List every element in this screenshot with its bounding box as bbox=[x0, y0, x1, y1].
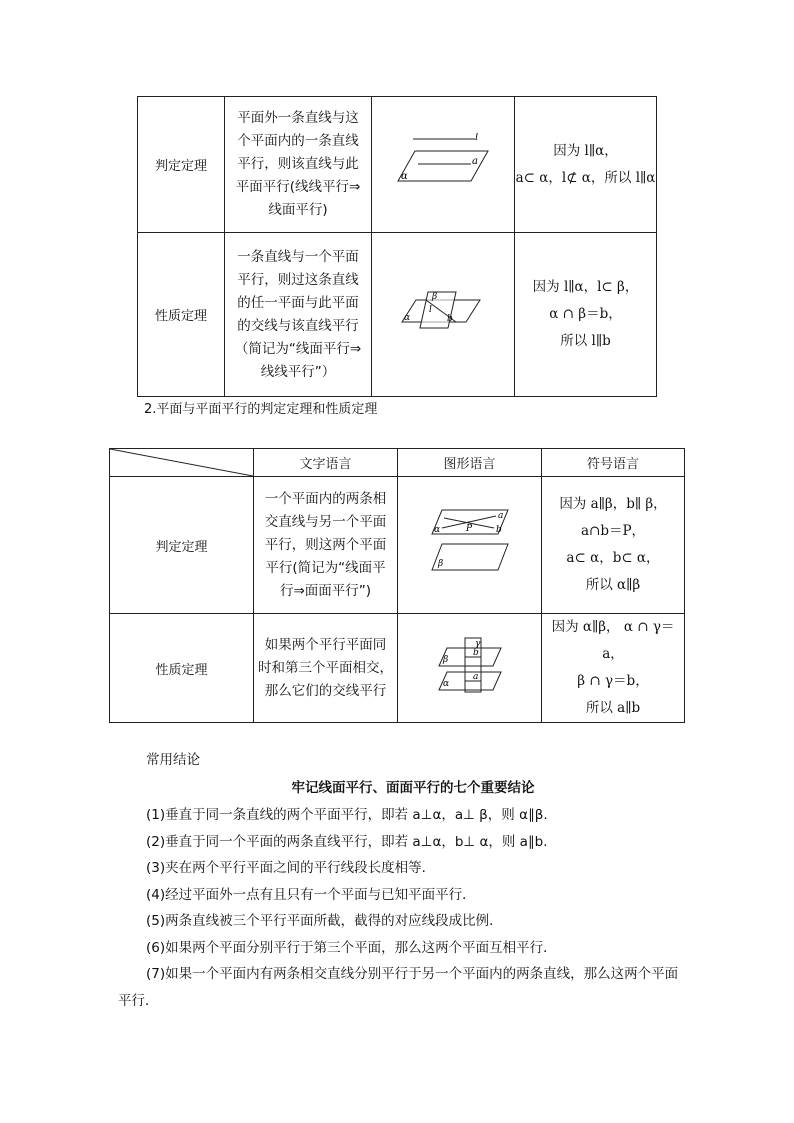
line-a-label: a bbox=[497, 511, 503, 521]
symbol-line: 所以 α∥β bbox=[585, 577, 641, 593]
text-line: 平面平行(线线平行⇒ bbox=[235, 179, 361, 195]
table-row bbox=[138, 97, 657, 233]
figure-cell bbox=[398, 477, 542, 614]
theorem-name: 性质定理 bbox=[110, 614, 254, 723]
line-plane-parallel-figure bbox=[393, 133, 493, 193]
text-line: 的任一平面与此平面 bbox=[237, 294, 359, 311]
plane-gamma-label: γ bbox=[474, 639, 480, 649]
conclusion-heading: 常用结论 bbox=[146, 752, 200, 768]
text-line: 一条直线与一个平面 bbox=[237, 248, 359, 265]
text-line: 个平面内的一条直线 bbox=[237, 133, 359, 149]
symbol-language-cell bbox=[542, 614, 685, 723]
table-row bbox=[110, 477, 685, 614]
figure-cell bbox=[372, 97, 515, 233]
plane-alpha-label: α bbox=[433, 525, 440, 535]
line-a-label: a bbox=[472, 672, 478, 682]
text-language-cell bbox=[225, 233, 372, 397]
text-language-cell bbox=[254, 477, 398, 614]
symbol-line: 因为 α∥β， α ∩ γ＝ bbox=[551, 619, 675, 635]
plane-beta-label: β bbox=[432, 291, 438, 302]
symbol-language-cell bbox=[515, 233, 657, 397]
symbol-line: β ∩ γ＝b， bbox=[577, 673, 649, 689]
conclusion-item: (7)如果一个平面内有两条相交直线分别平行于另一个平面内的两条直线，那么这两个平面平行． bbox=[118, 966, 679, 1009]
figure-cell bbox=[372, 233, 515, 397]
header-symbol-language: 符号语言 bbox=[542, 449, 685, 477]
line-b-label: b bbox=[472, 648, 479, 658]
text-line: 如果两个平行平面同 bbox=[264, 636, 387, 653]
line-a-label: a bbox=[472, 155, 478, 167]
symbol-line: 因为 a∥β，b∥ β， bbox=[559, 496, 667, 512]
theorem-name: 性质定理 bbox=[138, 233, 225, 397]
conclusion-item: (6)如果两个平面分别平行于第三个平面，那么这两个平面互相平行． bbox=[146, 939, 557, 956]
symbol-line: 因为 l∥α， bbox=[553, 142, 618, 159]
figure-cell bbox=[398, 614, 542, 723]
conclusion-item: (3)夹在两个平行平面之间的平行线段长度相等． bbox=[146, 860, 436, 876]
header-figure-language: 图形语言 bbox=[398, 449, 542, 477]
text-line: 线面平行) bbox=[268, 202, 328, 218]
symbol-line: 所以 l∥b bbox=[560, 333, 611, 349]
plane-plane-theorem-table bbox=[109, 448, 685, 723]
text-line: 那么它们的交线平行 bbox=[264, 682, 387, 699]
theorem-name: 判定定理 bbox=[138, 97, 225, 233]
intersecting-planes-figure bbox=[398, 288, 488, 338]
section-title: 2.平面与平面平行的判定定理和性质定理 bbox=[144, 402, 378, 417]
conclusion-item: (2)垂直于同一个平面的两条直线平行，即若 a⊥α，b⊥ α，则 a∥b. bbox=[146, 833, 548, 850]
symbol-line: a， bbox=[602, 646, 624, 662]
symbol-language-cell bbox=[542, 477, 685, 614]
plane-alpha-label: α bbox=[404, 312, 411, 323]
three-planes-figure bbox=[435, 634, 505, 698]
plane-alpha-label: α bbox=[401, 170, 408, 182]
text-line: （简记为“线面平行⇒ bbox=[234, 340, 362, 357]
table-row bbox=[110, 614, 685, 723]
text-line: 行⇒面面平行”) bbox=[279, 582, 372, 599]
line-l-label: l bbox=[429, 304, 432, 315]
diagonal-line bbox=[110, 449, 253, 476]
symbol-line: α ∩ β＝b， bbox=[549, 306, 622, 322]
text-line: 平行(简记为“线面平 bbox=[265, 559, 386, 576]
point-p-label: P bbox=[465, 524, 472, 534]
text-line: 平行，则过这条直线 bbox=[237, 271, 359, 288]
conclusion-title: 牢记线面平行、面面平行的七个重要结论 bbox=[291, 780, 535, 796]
conclusion-item: (1)垂直于同一条直线的两个平面平行，即若 a⊥α，a⊥ β，则 α∥β. bbox=[146, 807, 548, 823]
plane-alpha-label: α bbox=[442, 679, 449, 689]
plane-beta-label: β bbox=[442, 655, 448, 665]
text-line: 平行，则该直线与此 bbox=[237, 156, 359, 172]
line-plane-theorem-table bbox=[137, 96, 657, 397]
line-l-label: l bbox=[475, 132, 479, 143]
plane-parallel-figure bbox=[430, 508, 510, 578]
text-line: 交直线与另一个平面 bbox=[264, 513, 387, 530]
text-line: 时和第三个平面相交， bbox=[258, 659, 393, 676]
table-row bbox=[138, 233, 657, 397]
diagonal-header-cell bbox=[110, 449, 254, 477]
text-language-cell bbox=[225, 97, 372, 233]
symbol-language-cell bbox=[515, 97, 657, 233]
conclusion-item: (5)两条直线被三个平行平面所截，截得的对应线段成比例． bbox=[146, 913, 503, 929]
text-language-cell bbox=[254, 614, 398, 723]
common-conclusions bbox=[118, 746, 688, 1014]
header-text-language: 文字语言 bbox=[254, 449, 398, 477]
table-header-row bbox=[110, 449, 685, 477]
text-line: 的交线与该直线平行 bbox=[237, 317, 359, 334]
theorem-name: 判定定理 bbox=[110, 477, 254, 614]
text-line: 平面外一条直线与这 bbox=[237, 110, 359, 126]
conclusion-item: (4)经过平面外一点有且只有一个平面与已知平面平行． bbox=[146, 886, 476, 903]
symbol-line: 所以 a∥b bbox=[585, 700, 641, 716]
symbol-line: 因为 l∥α，l⊂ β， bbox=[532, 279, 639, 295]
plane-beta-label: β bbox=[437, 559, 443, 569]
symbol-line: a∩b＝P， bbox=[580, 523, 646, 539]
text-line: 平行，则这两个平面 bbox=[264, 536, 387, 553]
symbol-line: a⊂ α，l⊄ α，所以 l∥α bbox=[515, 169, 656, 186]
text-line: 线线平行”） bbox=[260, 363, 336, 380]
text-line: 一个平面内的两条相 bbox=[264, 490, 387, 507]
line-b-label: b bbox=[447, 313, 453, 324]
symbol-line: a⊂ α，b⊂ α， bbox=[566, 550, 660, 566]
line-b-label: b bbox=[495, 525, 502, 535]
